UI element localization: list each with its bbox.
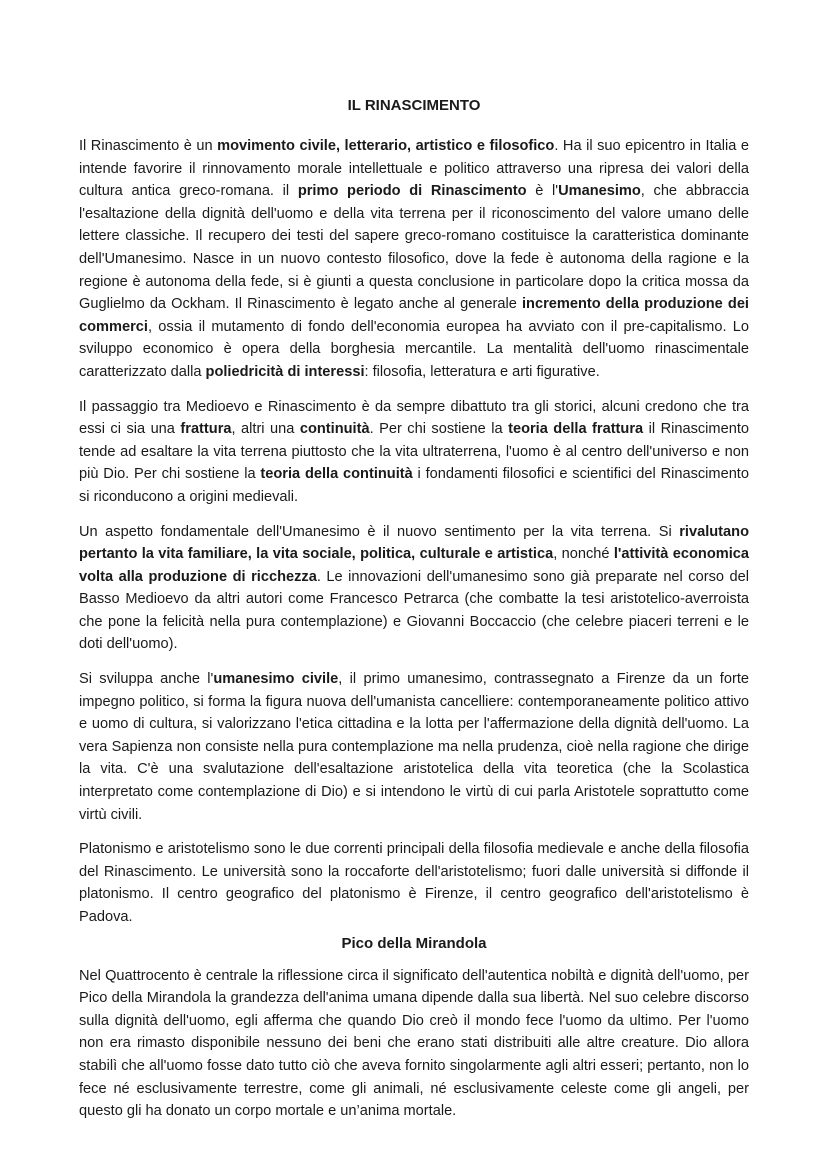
paragraph: Il passaggio tra Medioevo e Rinascimento è da sempre dibattuto tra gli storici, alcuni credono che tra essi ci sia una frattura, altri una continuità. Per chi sostiene la teoria della frattura il Rinascimento tende ad esaltare la vita terrena piuttosto che la vita ultraterrena, l'uomo è al centro dell'universo e non più Dio. Per chi sostiene la teoria della continuità i fondamenti filosofici e scientifici del Rinascimento si riconducono a origini medievali.: [79, 398, 749, 505]
page-title: IL RINASCIMENTO: [347, 97, 481, 114]
bold-phrase: Umanesimo: [558, 183, 641, 200]
paragraph-list: [79, 135, 749, 929]
bold-phrase: teoria della continuità: [260, 466, 413, 483]
bold-phrase: frattura: [180, 421, 232, 438]
paragraph-list-section-2: [79, 965, 749, 1123]
bold-phrase: incremento della produzione dei commerci: [79, 296, 749, 335]
bold-phrase: teoria della frattura: [508, 421, 644, 438]
paragraph: Un aspetto fondamentale dell'Umanesimo è il nuovo sentimento per la vita terrena. Si rivalutano pertanto la vita familiare, la vita sociale, politica, culturale e artistica, nonché l'attività economica volta alla produzione di ricchezza. Le innovazioni dell'umanesimo sono già preparate nel corso del Basso Medioevo da altri autori come Francesco Petrarca (che combatte la tesi aristotelico-averroista che pone la felicità nella pura contemplazione) e Giovanni Boccaccio (che celebre piaceri terreni e le doti dell'uomo).: [79, 523, 749, 653]
bold-phrase: movimento civile, letterario, artistico e filosofico: [217, 138, 555, 154]
bold-phrase: rivalutano pertanto la vita familiare, la vita sociale, politica, culturale e artistica: [79, 523, 749, 563]
paragraph: Il Rinascimento è un movimento civile, letterario, artistico e filosofico. Ha il suo epicentro in Italia e intende favorire il rinnovamento morale intellettuale e politico attraverso una ripresa dei valori della cultura antica greco-romana. il primo periodo di Rinascimento è l'Umanesimo, che abbraccia l'esaltazione della dignità dell'uomo e della vita terrena per il riconoscimento del valore umano delle lettere classiche. Il recupero dei testi del sapere greco-romano costituisce la caratteristica dominante dell'Umanesimo. Nasce in un nuovo contesto filosofico, dove la fede è autonoma della ragione e la regione è autonoma della fede, si è giunti a questa conclusione in particolare dopo la critica mossa da Guglielmo da Ockham. Il Rinascimento è legato anche al generale incremento della produzione dei commerci, ossia il mutamento di fondo dell'economia europea ha avviato con il pre-capitalismo. Lo sviluppo economico è opera della borghesia mercantile. La mentalità dell'uomo rinascimentale caratterizzato dalla poliedricità di interessi: filosofia, letteratura e arti figurative.: [79, 138, 750, 380]
bold-phrase: continuità: [299, 421, 370, 438]
bold-phrase: poliedricità di interessi: [205, 363, 365, 380]
paragraph: Si sviluppa anche l'umanesimo civile, il primo umanesimo, contrassegnato a Firenze da un forte impegno politico, si forma la figura nuova dell'umanista cancelliere: contemporaneamente politico attivo e uomo di cultura, si valorizzano l'etica cittadina e la lotta per l'affermazione della dignità dell'uomo. La vera Sapienza non consiste nella pura contemplazione ma nella prudenza, cioè nella ragione che dirige la vita. C'è una svalutazione dell'esaltazione aristotelica della vita teoretica (che la Scolastica interpretato come contemplazione di Dio) e si intendono le virtù di cui parla Aristotele soprattutto come virtù civili.: [79, 671, 750, 823]
bold-phrase: l'attività economica volta alla produzione di ricchezza: [79, 546, 749, 585]
paragraph: Nel Quattrocento è centrale la riflessione circa il significato dell'autentica nobiltà e dignità dell'uomo, per Pico della Mirandola la grandezza dell'anima umana dipende dalla sua libertà. Nel suo celebre discorso sulla dignità dell'uomo, egli afferma che quando Dio creò il mondo fece l'uomo da ultimo. Per l'uomo non era rimasto disponibile nessuno dei beni che erano stati distribuiti alle altre creature. Dio allora stabilì che all'uomo fosse dato tutto ciò che aveva fornito singolarmente agli altri esseri; pertanto, non lo fece né esclusivamente terrestre, come gli animali, né esclusivamente celeste come gli angeli, per questo gli ha donato un corpo mortale e un’anima mortale.: [79, 967, 749, 1120]
bold-phrase: umanesimo civile: [213, 671, 339, 688]
paragraph: Platonismo e aristotelismo sono le due correnti principali della filosofia medievale e anche della filosofia del Rinascimento. Le università sono la roccaforte dell'aristotelismo; fuori dalle università si diffonde il platonismo. Il centro geografico del platonismo è Firenze, il centro geografico dell'aristotelismo è Padova.: [79, 841, 749, 925]
bold-phrase: primo periodo di Rinascimento: [297, 183, 527, 200]
section-heading: Pico della Mirandola: [341, 934, 487, 952]
